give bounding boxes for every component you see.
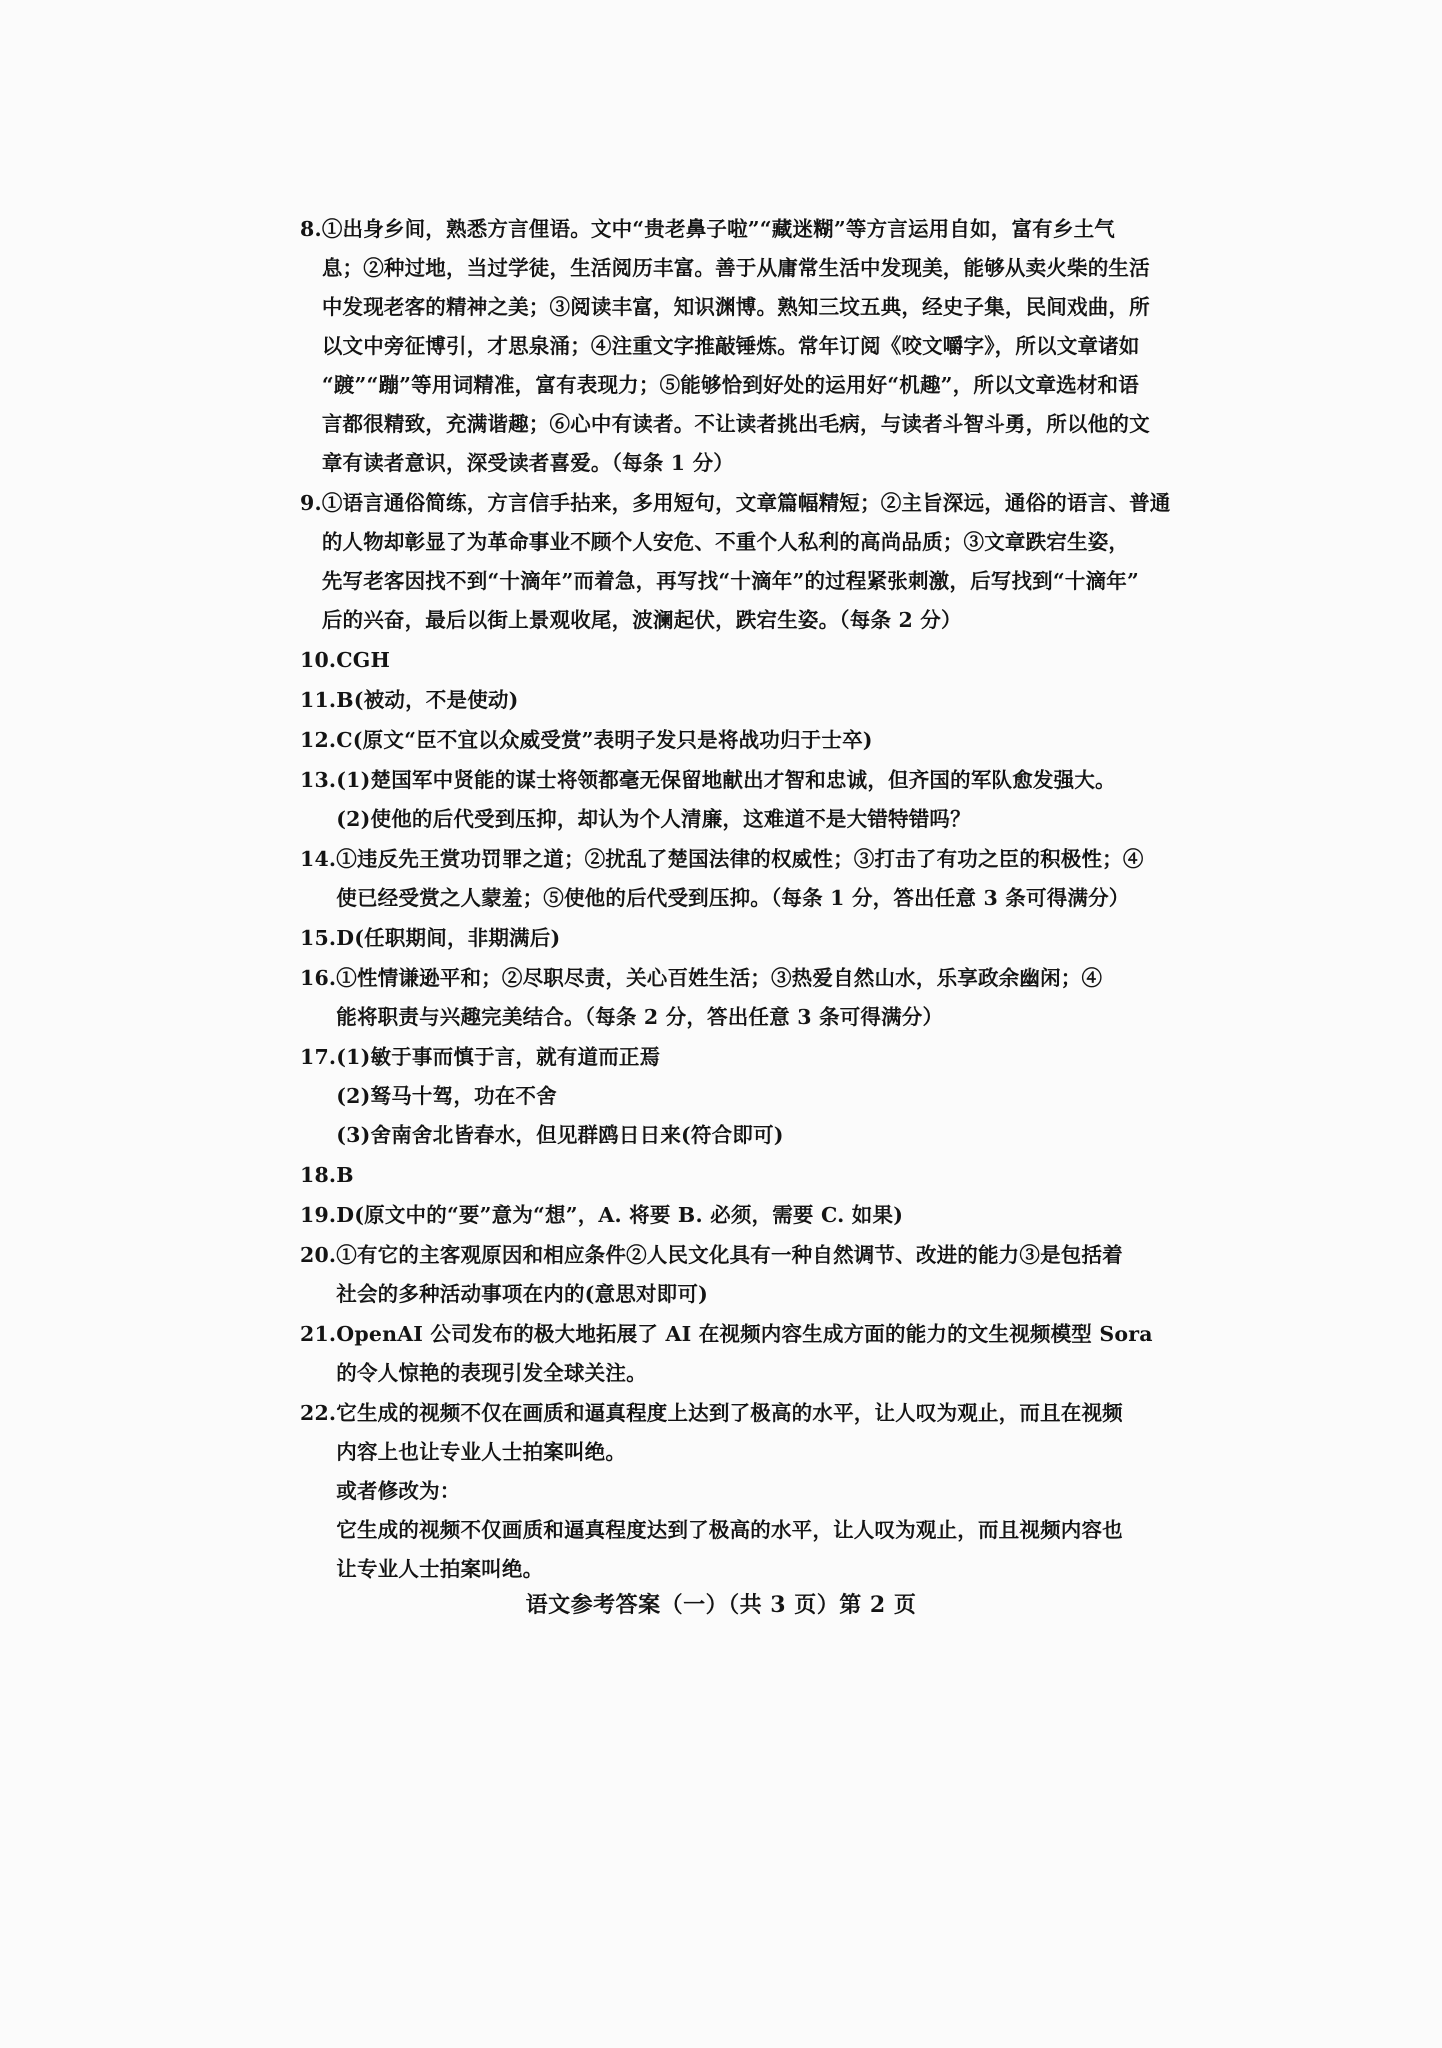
- answer-line: 社会的多种活动事项在内的(意思对即可): [336, 1282, 708, 1306]
- answer-text: [336, 721, 1165, 760]
- answer-text: [336, 681, 1165, 720]
- answer-text: [336, 1038, 1165, 1155]
- answer-number: 22.: [300, 1401, 337, 1425]
- answer-item: [300, 761, 1165, 839]
- answer-number: 16.: [300, 966, 337, 990]
- answer-line: 能将职责与兴趣完美结合。（每条 2 分，答出任意 3 条可得满分）: [336, 1005, 944, 1029]
- answer-line: (1)楚国军中贤能的谋士将领都毫无保留地献出才智和忠诚，但齐国的军队愈发强大。: [336, 768, 1116, 792]
- answer-number: 17.: [300, 1045, 337, 1069]
- answer-line: ①语言通俗简练，方言信手拈来，多用短句，文章篇幅精短；②主旨深远，通俗的语言、普通: [321, 491, 1171, 515]
- answer-line: 后的兴奋，最后以街上景观收尾，波澜起伏，跌宕生姿。（每条 2 分）: [321, 608, 962, 632]
- answer-line: 先写老客因找不到“十滴年”而着急，再写找“十滴年”的过程紧张刺激，后写找到“十滴年”: [321, 569, 1139, 593]
- answer-text: [336, 641, 1165, 680]
- answer-number: 15.: [300, 926, 337, 950]
- answer-number: 11.: [300, 688, 337, 712]
- answer-item: [300, 641, 1165, 680]
- answer-item: [300, 1394, 1165, 1589]
- answer-line: 的令人惊艳的表现引发全球关注。: [336, 1361, 647, 1385]
- answer-item: [300, 1236, 1165, 1314]
- answer-line: 或者修改为：: [336, 1479, 461, 1503]
- answer-line: B(被动，不是使动): [336, 688, 519, 712]
- answer-list: [300, 210, 1171, 1590]
- answer-item: [300, 681, 1165, 720]
- answer-number: 9.: [300, 491, 322, 515]
- answer-number: 21.: [300, 1322, 337, 1346]
- answer-number: 18.: [300, 1163, 337, 1187]
- answer-line: (2)使他的后代受到压抑，却认为个人清廉，这难道不是大错特错吗？: [336, 807, 971, 831]
- answer-line: 使已经受赏之人蒙羞；⑤使他的后代受到压抑。（每条 1 分，答出任意 3 条可得满分）: [336, 886, 1130, 910]
- answer-number: 12.: [300, 728, 337, 752]
- answer-line: ①违反先王赏功罚罪之道；②扰乱了楚国法律的权威性；③打击了有功之臣的积极性；④: [336, 847, 1144, 871]
- answer-item: [300, 1315, 1165, 1393]
- answer-item: [300, 210, 1165, 483]
- answer-text: [322, 210, 1165, 483]
- answer-line: ①有它的主客观原因和相应条件②人民文化具有一种自然调节、改进的能力③是包括着: [336, 1243, 1123, 1267]
- answer-text: [336, 1315, 1165, 1393]
- answer-text: [336, 840, 1165, 918]
- answer-line: (2)驽马十驾，功在不舍: [336, 1084, 557, 1108]
- answer-number: 10.: [300, 648, 337, 672]
- answer-text: [336, 1156, 1165, 1195]
- answer-line: 息；②种过地，当过学徒，生活阅历丰富。善于从庸常生活中发现美，能够从卖火柴的生活: [321, 256, 1150, 280]
- answer-text: [336, 1394, 1165, 1589]
- answer-number: 14.: [300, 847, 337, 871]
- answer-line: 内容上也让专业人士拍案叫绝。: [336, 1440, 627, 1464]
- answer-item: [300, 484, 1171, 640]
- answer-line: 章有读者意识，深受读者喜爱。（每条 1 分）: [321, 451, 734, 475]
- page-footer: 语文参考答案（一）（共 3 页）第 2 页: [525, 1592, 917, 1618]
- answer-line: OpenAI 公司发布的极大地拓展了 AI 在视频内容生成方面的能力的文生视频模型 Sora: [336, 1322, 1153, 1346]
- answer-line: “踱”“蹦”等用词精准，富有表现力；⑤能够恰到好处的运用好“机趣”，所以文章选材和语: [321, 373, 1139, 397]
- answer-line: 以文中旁征博引，才思泉涌；④注重文字推敲锤炼。常年订阅《咬文嚼字》，所以文章诸如: [321, 334, 1140, 358]
- answer-text: [322, 484, 1171, 640]
- answer-line: D(原文中的“要”意为“想”，A. 将要 B. 必须，需要 C. 如果): [336, 1203, 904, 1227]
- answer-text: [336, 959, 1165, 1037]
- answer-line: 让专业人士拍案叫绝。: [336, 1557, 544, 1581]
- answer-line: (1)敏于事而慎于言，就有道而正焉: [336, 1045, 661, 1069]
- answer-item: [300, 840, 1165, 918]
- answer-text: [336, 1196, 1165, 1235]
- answer-line: 言都很精致，充满谐趣；⑥心中有读者。不让读者挑出毛病，与读者斗智斗勇，所以他的文: [321, 412, 1150, 436]
- answer-text: [336, 761, 1165, 839]
- answer-line: 它生成的视频不仅在画质和逼真程度上达到了极高的水平，让人叹为观止，而且在视频: [336, 1401, 1123, 1425]
- answer-item: [300, 721, 1165, 760]
- answer-item: [300, 1196, 1165, 1235]
- answer-item: [300, 1038, 1165, 1155]
- answer-line: ①出身乡间，熟悉方言俚语。文中“贵老鼻子啦”“藏迷糊”等方言运用自如，富有乡土气: [321, 217, 1115, 241]
- answer-number: 20.: [300, 1243, 337, 1267]
- answer-line: B: [336, 1163, 354, 1187]
- answer-item: [300, 1156, 1165, 1195]
- answer-line: (3)舍南舍北皆春水，但见群鸥日日来(符合即可): [336, 1123, 784, 1147]
- answer-line: ①性情谦逊平和；②尽职尽责，关心百姓生活；③热爱自然山水，乐享政余幽闲；④: [336, 966, 1103, 990]
- answer-number: 8.: [300, 217, 322, 241]
- answer-line: 中发现老客的精神之美；③阅读丰富，知识渊博。熟知三坟五典，经史子集，民间戏曲，所: [321, 295, 1150, 319]
- answer-text: [336, 919, 1165, 958]
- answer-text: [336, 1236, 1165, 1314]
- answer-line: 它生成的视频不仅画质和逼真程度达到了极高的水平，让人叹为观止，而且视频内容也: [336, 1518, 1123, 1542]
- answer-number: 19.: [300, 1203, 337, 1227]
- answer-line: 的人物却彰显了为革命事业不顾个人安危、不重个人私利的高尚品质；③文章跌宕生姿，: [321, 530, 1130, 554]
- answer-line: C(原文“臣不宜以众威受赏”表明子发只是将战功归于士卒): [336, 728, 873, 752]
- answer-number: 13.: [300, 768, 337, 792]
- answer-item: [300, 959, 1165, 1037]
- answer-item: [300, 919, 1165, 958]
- answer-line: D(任职期间，非期满后): [336, 926, 561, 950]
- answer-line: CGH: [336, 648, 391, 672]
